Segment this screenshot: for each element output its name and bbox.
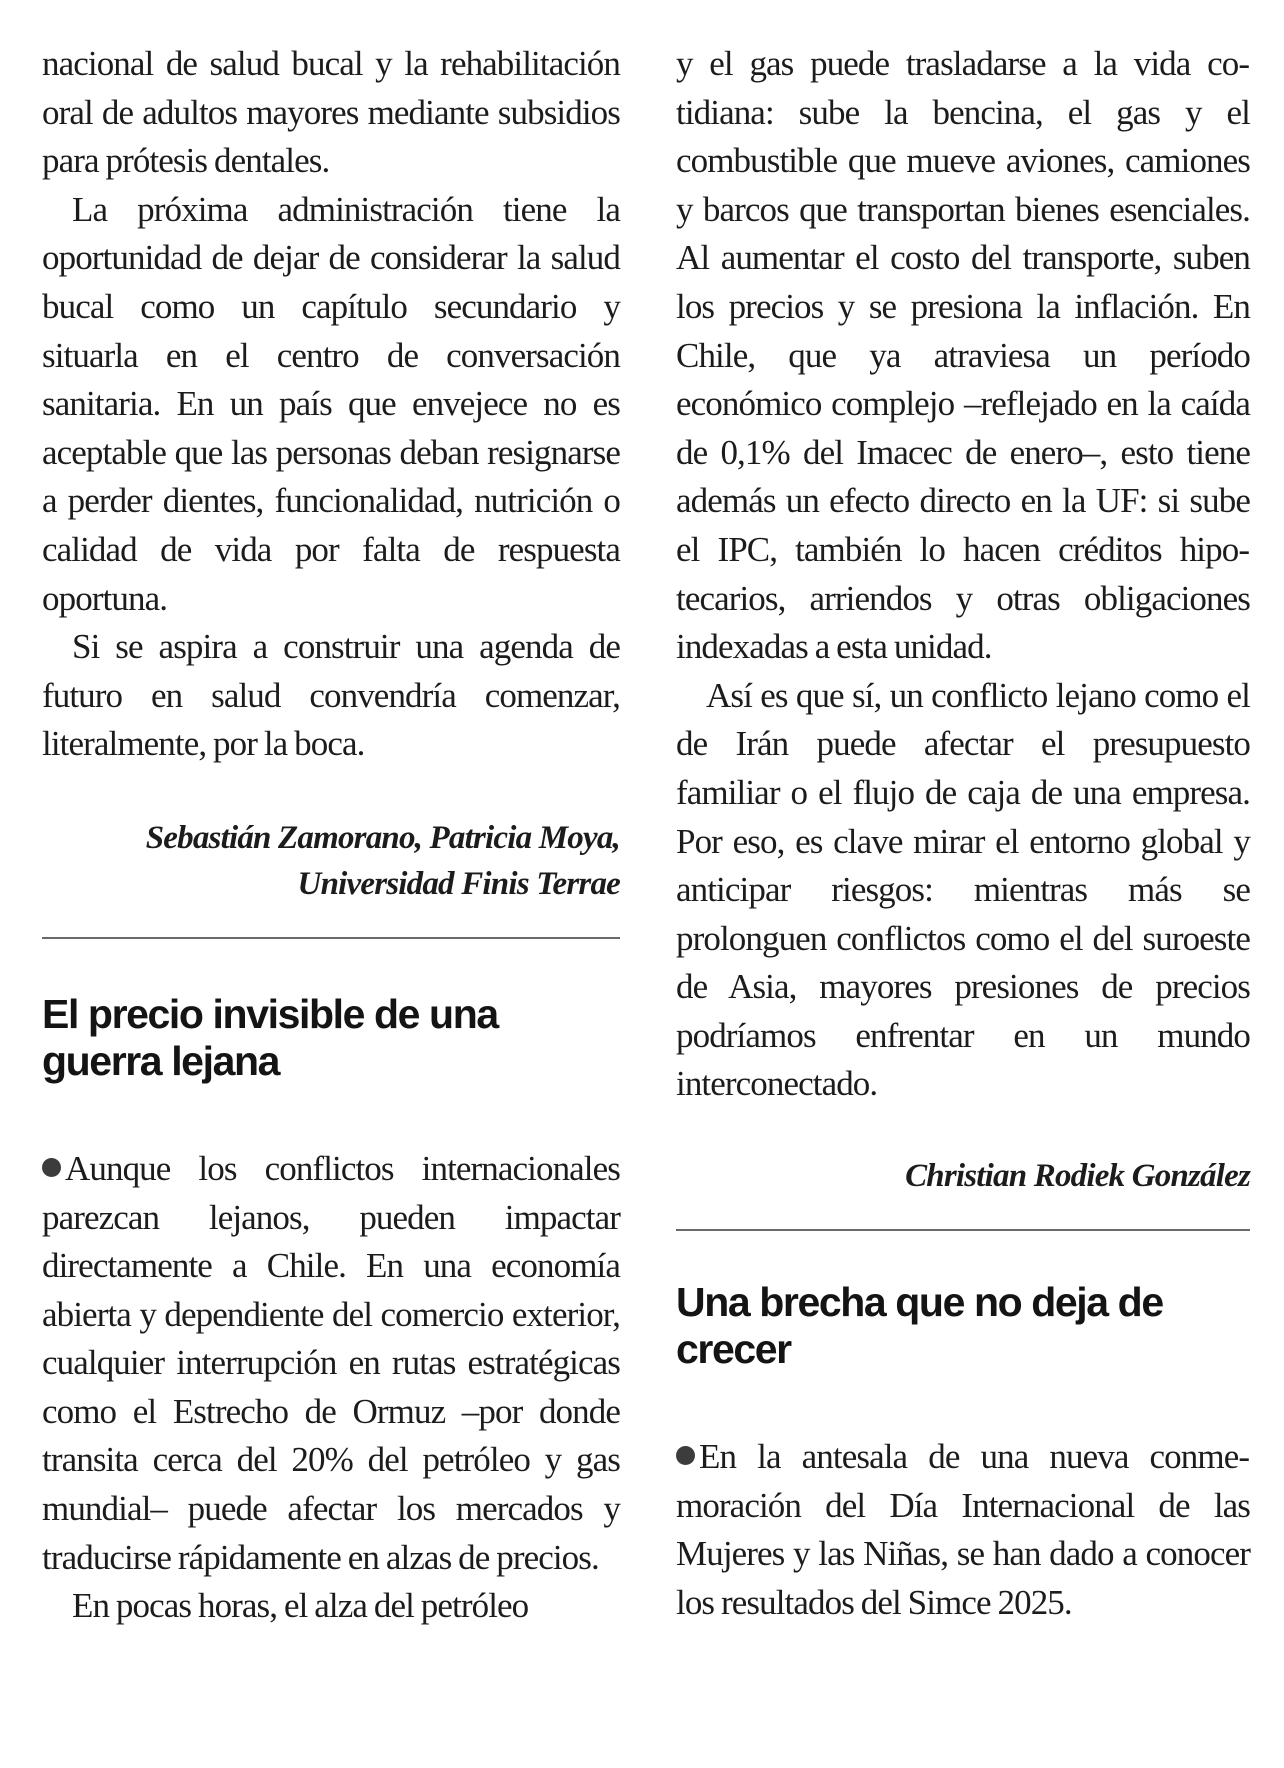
bullet-icon (42, 1158, 61, 1177)
paragraph: y el gas puede trasladarse a la vida cotidiana: sube la bencina, el gas y el combustible que mueve aviones, camiones y barcos que transportan bienes esenciales. Al aumentar el costo del transporte, suben los precios y se presiona la inflación. En Chile, que ya atraviesa un período económico complejo –reflejado en la caída de 0,1% del Imacec de enero–, esto tiene además un efecto directo en la UF: si sube el IPC, también lo hacen créditos hipotecarios, arriendos y otras obligaciones indexadas a esta unidad. (676, 44, 1250, 667)
article-headline: El precio invisible de una guerra lejana (42, 990, 498, 1084)
paragraph-text: En la antesala de una nueva conmemoración del Día Internacional de las Mujeres y las Niñas, se han dado a conocer los resultados del Simce 2025. (676, 1437, 1250, 1622)
left-column (42, 40, 620, 1631)
author-byline: Christian Rodiek González (905, 1158, 1250, 1195)
author-byline: Sebastián Zamorano, Patricia Moya, Universidad Finis Terrae (145, 819, 620, 902)
article-headline: Una brecha que no deja de crecer (676, 1279, 1163, 1373)
paragraph: nacional de salud bucal y la rehabilitación oral de adultos mayores mediante subsidios para prótesis dentales. (42, 44, 620, 181)
section-divider (676, 1229, 1250, 1231)
paragraph (42, 1145, 620, 1582)
paragraph: La próxima administración tiene la oportunidad de dejar de considerar la salud bucal como un capítulo secundario y situarla en el centro de conversación sanitaria. En un país que envejece no es aceptable que las personas deban resignarse a perder dientes, funcionalidad, nutrición o calidad de vida por falta de respuesta oportuna. (42, 189, 620, 618)
paragraph: Así es que sí, un conflicto lejano como el de Irán puede afectar el presupuesto familiar o el flujo de caja de una empresa. Por eso, es clave mirar el entorno global y anticipar riesgos: mientras más se prolonguen conflictos como el del suroeste de Asia, mayores presiones de precios podríamos enfrentar en un mundo interconectado. (676, 675, 1250, 1104)
paragraph: En pocas horas, el alza del petróleo (72, 1586, 529, 1626)
paragraph-text: Aunque los conflictos internacionales parezcan lejanos, pueden impactar directamente a Chile. En una economía abierta y dependiente del comercio exterior, cualquier interrupción en rutas estratégicas como el Estrecho de Ormuz –por donde transita cerca del 20% del petróleo y gas mundial– puede afectar los mercados y traducirse rápidamente en alzas de precios. (42, 1148, 620, 1577)
section-divider (42, 937, 620, 939)
bullet-icon (676, 1446, 695, 1465)
paragraph: Si se aspira a construir una agenda de futuro en salud convendría comenzar, literalmente, por la boca. (42, 627, 620, 764)
right-column (676, 40, 1250, 1627)
paragraph (676, 1433, 1250, 1627)
